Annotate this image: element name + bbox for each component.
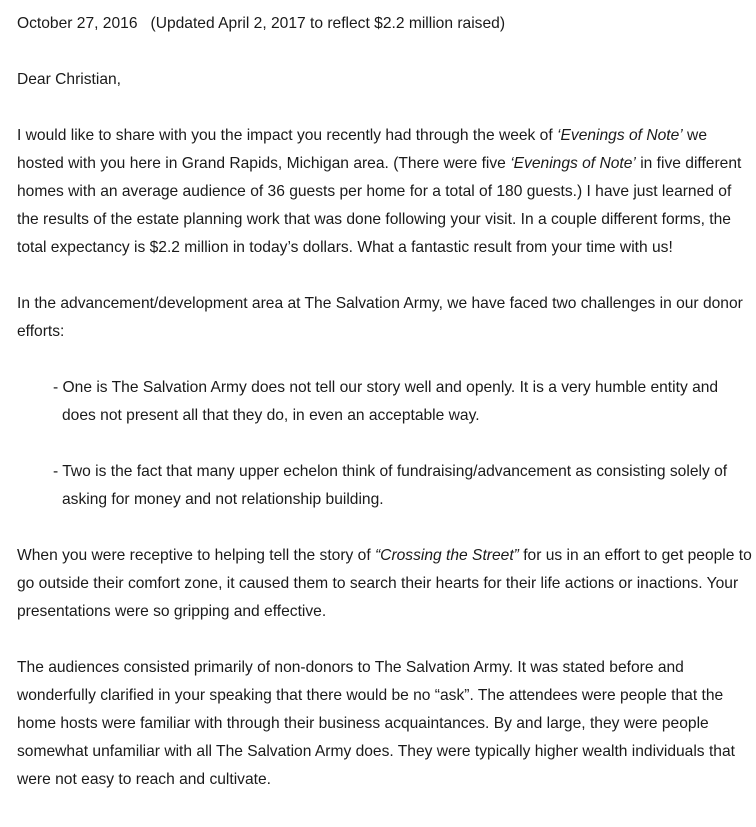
challenge-bullet-two: - Two is the fact that many upper echelon think of fundraising/advancement as consisting solely of asking for money and not relationship building. xyxy=(53,463,728,508)
paragraph-impact-text-a: I would like to share with you the impact you recently had through the week of xyxy=(17,127,558,144)
paragraph-audiences: The audiences consisted primarily of non-donors to The Salvation Army. It was stated before and wonderfully clarified in your speaking that there would be no “ask”. The attendees were people that the home hosts were familiar with through their business acquaintances. By and large, they were people somewhat unfamiliar with all The Salvation Army does. They were typically higher wealth individuals that were not easy to reach and cultivate. xyxy=(17,659,735,788)
date-line: October 27, 2016 (Updated April 2, 2017 to reflect $2.2 million raised) xyxy=(17,15,506,32)
paragraph-impact-text-e: in five different homes with an average audience of 36 guests per home for a total of 180 guests.) I have just learned of the results of the estate planning work that was done following your visit. In a couple different forms, the total expectancy is $2.2 million in today’s dollars. What a fantastic result from your time with us! xyxy=(17,155,742,256)
paragraph-impact-event-name-1: ‘Evenings of Note’ xyxy=(557,127,683,144)
challenge-bullet-one: - One is The Salvation Army does not tell our story well and openly. It is a very humble entity and does not present all that they do, in even an acceptable way. xyxy=(53,379,719,424)
salutation: Dear Christian, xyxy=(17,71,121,88)
paragraph-crossing-text-c: for us in an effort to get people to go outside their comfort zone, it caused them to search their hearts for their life actions or inactions. Your presentations were so gripping and effective. xyxy=(17,547,752,620)
paragraph-impact-text-c: we hosted with you here in Grand Rapids, Michigan area. (There were five xyxy=(17,127,707,172)
paragraph-challenges: In the advancement/development area at The Salvation Army, we have faced two challenges in our donor efforts: xyxy=(17,295,743,340)
paragraph-crossing-text-a: When you were receptive to helping tell the story of xyxy=(17,547,375,564)
letter-body xyxy=(17,10,753,822)
paragraph-crossing-the-street xyxy=(17,542,753,626)
paragraph-impact xyxy=(17,122,753,262)
paragraph-impact-event-name-2: ‘Evenings of Note’ xyxy=(510,155,636,172)
paragraph-crossing-title: “Crossing the Street” xyxy=(374,547,519,564)
